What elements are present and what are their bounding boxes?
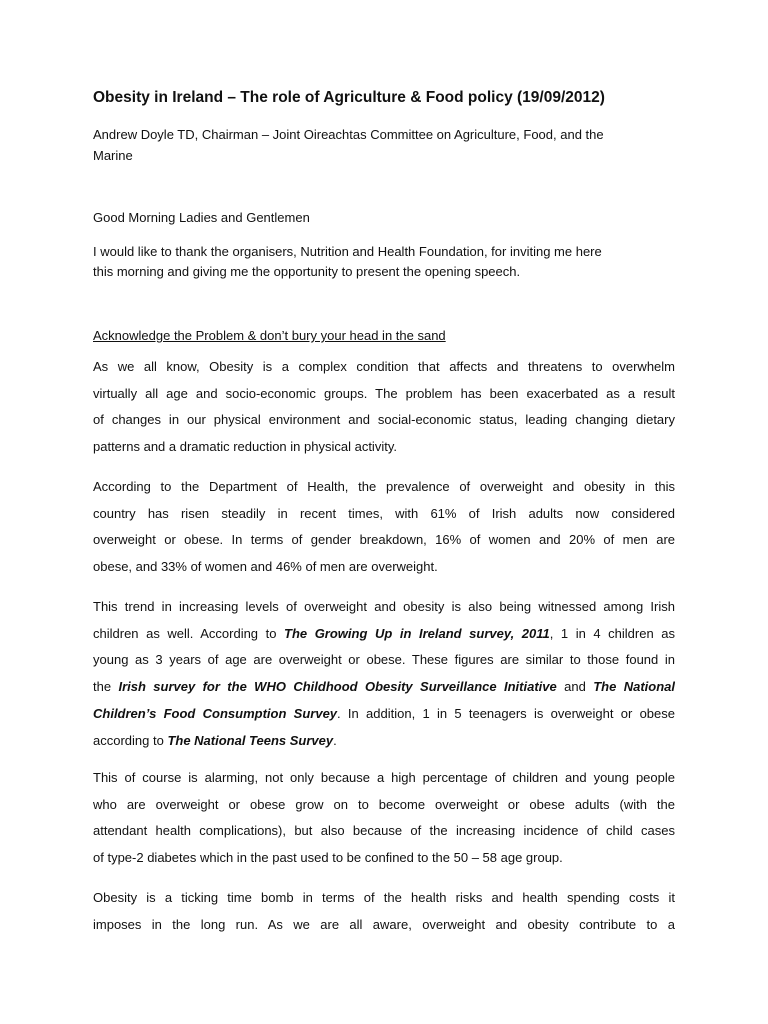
intro-line: this morning and giving me the opportunity to present the opening speech. (93, 264, 521, 279)
survey-title: The National (593, 679, 675, 695)
paragraph-1 (93, 354, 675, 461)
paragraph-line: young as 3 years of age are overweight or obese. These figures are similar to those found in (93, 652, 675, 668)
intro-line: I would like to thank the organisers, Nutrition and Health Foundation, for inviting me here (93, 244, 602, 259)
paragraph-line: virtually all age and socio-economic groups. The problem has been exacerbated as a result (93, 385, 675, 401)
paragraph-line: This trend in increasing levels of overweight and obesity is also being witnessed among Irish (93, 599, 675, 614)
survey-title: The Growing Up in Ireland survey, 2011 (284, 625, 550, 641)
paragraph-5 (93, 885, 675, 938)
paragraph-3 (93, 594, 675, 754)
paragraph-line: overweight or obese. In terms of gender breakdown, 16% of women and 20% of men are (93, 532, 675, 548)
paragraph-line: patterns and a dramatic reduction in physical activity. (93, 439, 397, 455)
document-title: Obesity in Ireland – The role of Agriculture & Food policy (19/09/2012) (93, 89, 605, 106)
paragraph-line: of changes in our physical environment and social-economic status, leading changing dietary (93, 412, 675, 428)
paragraph-2 (93, 474, 675, 581)
text-run: children as well. According to (93, 625, 285, 641)
paragraph-line: who are overweight or obese grow on to become overweight or obese adults (with the (93, 796, 675, 812)
text-run: . (333, 732, 337, 748)
section-heading: Acknowledge the Problem & don’t bury your head in the sand (93, 328, 446, 343)
paragraph-line: Obesity is a ticking time bomb in terms of the health risks and health spending costs it (93, 890, 675, 905)
text-run: . In addition, 1 in 5 teenagers is overweight or obese (337, 705, 675, 721)
survey-title: Irish survey for the WHO Childhood Obesity Surveillance Initiative (118, 679, 557, 695)
text-run: , 1 in 4 children as (549, 625, 675, 641)
survey-title: The National Teens Survey (167, 732, 334, 748)
paragraph-line: As we all know, Obesity is a complex condition that affects and threatens to overwhelm (93, 359, 675, 374)
text-run: the (93, 679, 119, 695)
byline-line: Marine (93, 148, 133, 163)
intro-paragraph (93, 242, 675, 282)
survey-title: Children’s Food Consumption Survey (93, 705, 338, 721)
paragraph-line (93, 674, 675, 701)
paragraph-line: attendant health complications), but also because of the increasing incidence of child cases (93, 823, 675, 839)
paragraph-line: country has risen steadily in recent times, with 61% of Irish adults now considered (93, 505, 675, 521)
paragraph-line: of type-2 diabetes which in the past used to be confined to the 50 – 58 age group. (93, 850, 563, 866)
speaker-byline (93, 124, 675, 166)
paragraph-line: obese, and 33% of women and 46% of men are overweight. (93, 559, 438, 575)
paragraph-4 (93, 765, 675, 872)
paragraph-line (93, 621, 675, 648)
greeting: Good Morning Ladies and Gentlemen (93, 210, 310, 225)
paragraph-line (93, 701, 675, 728)
paragraph-line (93, 728, 675, 755)
byline-line: Andrew Doyle TD, Chairman – Joint Oireachtas Committee on Agriculture, Food, and the (93, 127, 604, 142)
text-run: and (556, 679, 594, 695)
document-page (93, 0, 675, 1024)
paragraph-line: According to the Department of Health, the prevalence of overweight and obesity in this (93, 479, 675, 494)
text-run: according to (93, 732, 168, 748)
paragraph-line: imposes in the long run. As we are all aware, overweight and obesity contribute to a (93, 916, 675, 932)
paragraph-line: This of course is alarming, not only because a high percentage of children and young people (93, 770, 675, 785)
